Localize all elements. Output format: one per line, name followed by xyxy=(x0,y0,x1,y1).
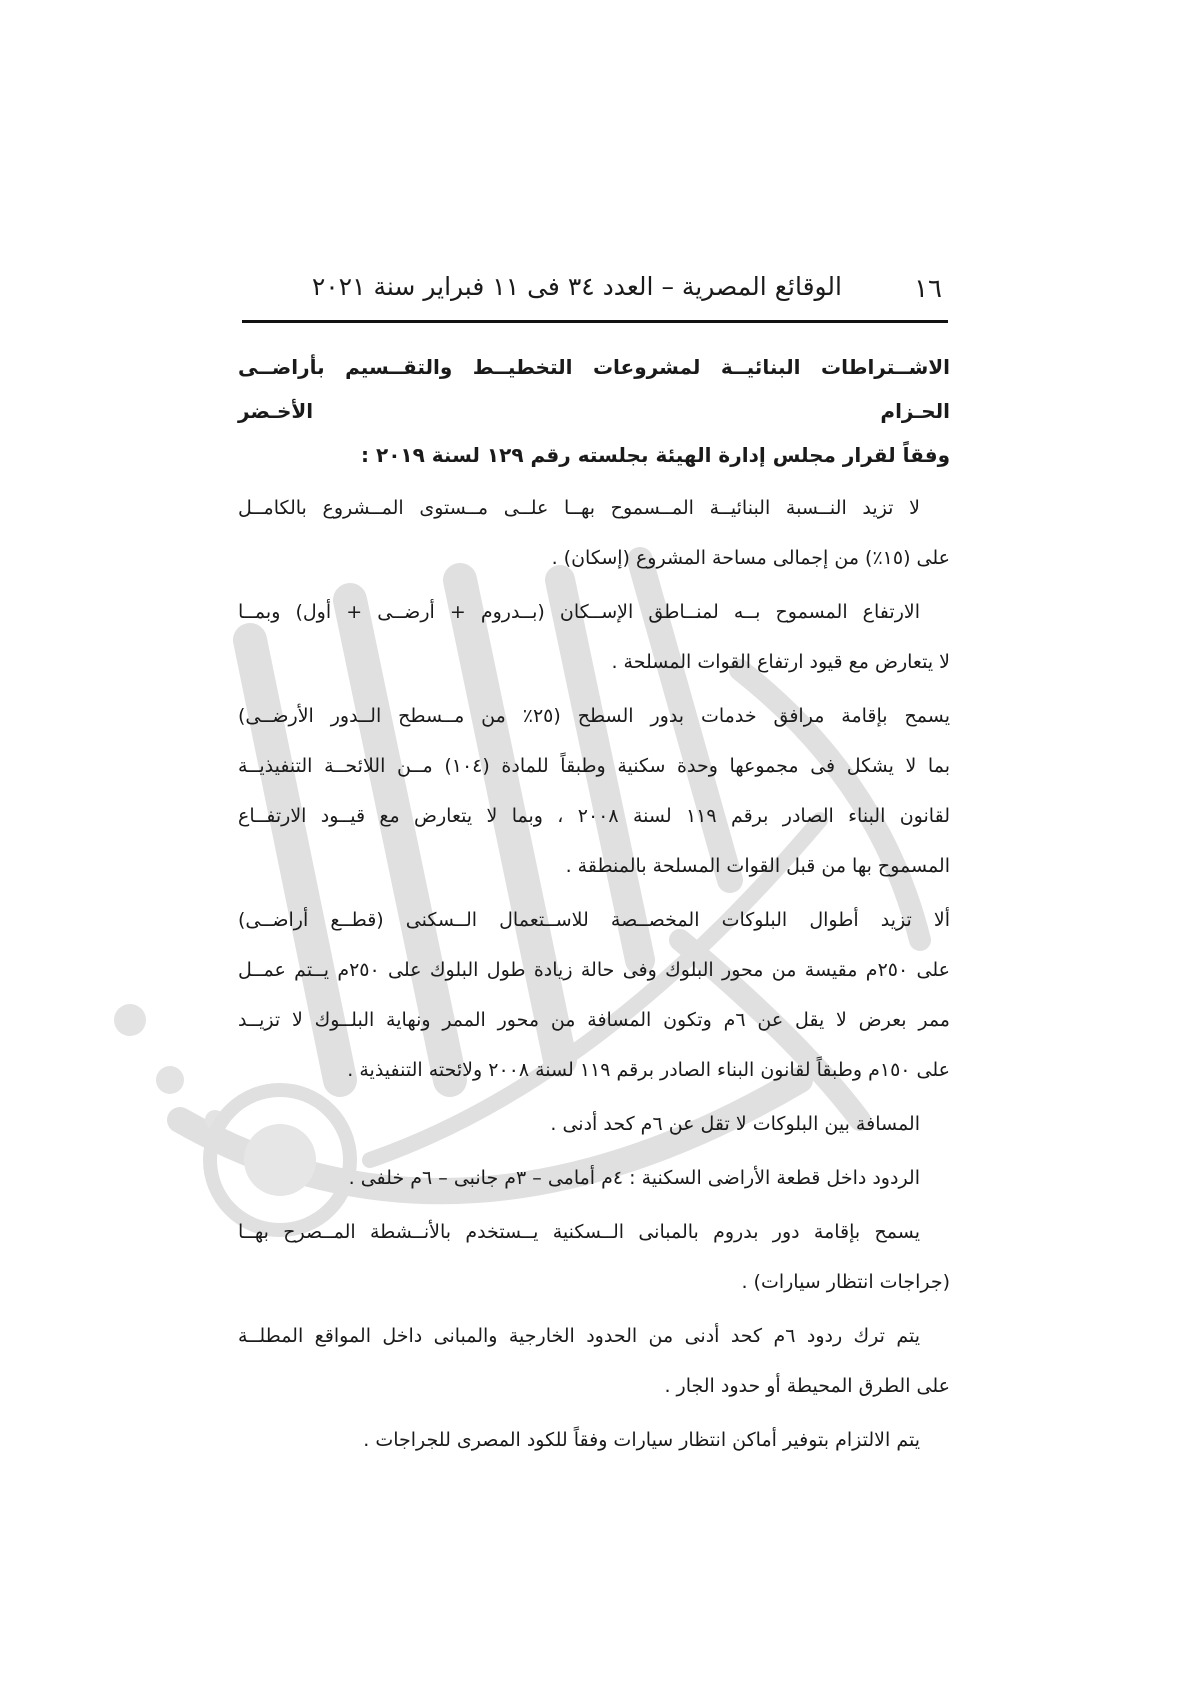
title-line: الاشــتراطات البنائيــة لمشروعات التخطيــط والتقــسيم بأراضــى الحـزام الأخـضر xyxy=(238,355,950,423)
paragraph-line: (جراجات انتظار سيارات) . xyxy=(741,1271,950,1293)
document-body xyxy=(238,345,950,1469)
paragraph-line: على (١٥٪) من إجمالى مساحة المشروع (إسكان) . xyxy=(551,547,950,569)
paragraph-line: يسمح بإقامة دور بدروم بالمبانى الــسكنية يــستخدم بالأنــشطة المــصرح بهــا xyxy=(238,1221,920,1243)
paragraph xyxy=(238,1153,950,1203)
page-number: ١٦ xyxy=(914,274,942,304)
paragraph-line: لا تزيد النــسبة البنائيــة المــسموح بهــا علــى مــستوى المــشروع بالكامــل xyxy=(238,497,920,519)
title-line: وفقاً لقرار مجلس إدارة الهيئة بجلسته رقم ١٢٩ لسنة ٢٠١٩ : xyxy=(361,443,950,467)
paragraph xyxy=(238,483,950,583)
section-title xyxy=(238,345,950,477)
paragraph xyxy=(238,1099,950,1149)
paragraph xyxy=(238,1415,950,1465)
paragraph-line: لا يتعارض مع قيود ارتفاع القوات المسلحة . xyxy=(611,651,950,673)
paragraph-line: الارتفاع المسموح بــه لمنــاطق الإســكان (بــدروم + أرضــى + أول) وبمــا xyxy=(238,601,920,623)
paragraph-line: بما لا يشكل فى مجموعها وحدة سكنية وطبقاً للمادة (١٠٤) مــن اللائحــة التنفيذيــة xyxy=(238,755,950,777)
paragraph-line: ممر بعرض لا يقل عن ٦م وتكون المسافة من محور الممر ونهاية البلــوك لا تزيــد xyxy=(238,1009,950,1031)
paragraph xyxy=(238,691,950,891)
paragraph xyxy=(238,1311,950,1411)
paragraph-line: على ١٥٠م وطبقاً لقانون البناء الصادر برقم ١١٩ لسنة ٢٠٠٨ ولائحته التنفيذية . xyxy=(347,1059,950,1081)
header-title: الوقائع المصرية – العدد ٣٤ فى ١١ فبراير سنة ٢٠٢١ xyxy=(311,272,842,301)
paragraph-line: المسموح بها من قبل القوات المسلحة بالمنطقة . xyxy=(565,855,950,877)
paragraph xyxy=(238,1207,950,1307)
paragraph xyxy=(238,587,950,687)
paragraph-line: لقانون البناء الصادر برقم ١١٩ لسنة ٢٠٠٨ ، وبما لا يتعارض مع قيــود الارتفــاع xyxy=(238,805,950,827)
paragraph-line: ألا تزيد أطوال البلوكات المخصــصة للاســتعمال الــسكنى (قطــع أراضــى) xyxy=(238,909,950,931)
header-divider xyxy=(242,320,948,323)
paragraph-line: على ٢٥٠م مقيسة من محور البلوك وفى حالة زيادة طول البلوك على ٢٥٠م يــتم عمــل xyxy=(238,959,950,981)
page-header xyxy=(242,266,942,324)
paragraph-line: الردود داخل قطعة الأراضى السكنية : ٤م أمامى – ٣م جانبى – ٦م خلفى . xyxy=(348,1167,920,1189)
paragraph-line: يسمح بإقامة مرافق خدمات بدور السطح (٢٥٪ من مــسطح الــدور الأرضــى) xyxy=(238,705,950,727)
paragraph-line: يتم ترك ردود ٦م كحد أدنى من الحدود الخارجية والمبانى داخل المواقع المطلــة xyxy=(238,1325,920,1347)
paragraph xyxy=(238,895,950,1095)
paragraph-line: المسافة بين البلوكات لا تقل عن ٦م كحد أدنى . xyxy=(550,1113,920,1135)
paragraph-line: يتم الالتزام بتوفير أماكن انتظار سيارات وفقاً للكود المصرى للجراجات . xyxy=(363,1429,920,1451)
paragraph-line: على الطرق المحيطة أو حدود الجار . xyxy=(664,1375,950,1397)
